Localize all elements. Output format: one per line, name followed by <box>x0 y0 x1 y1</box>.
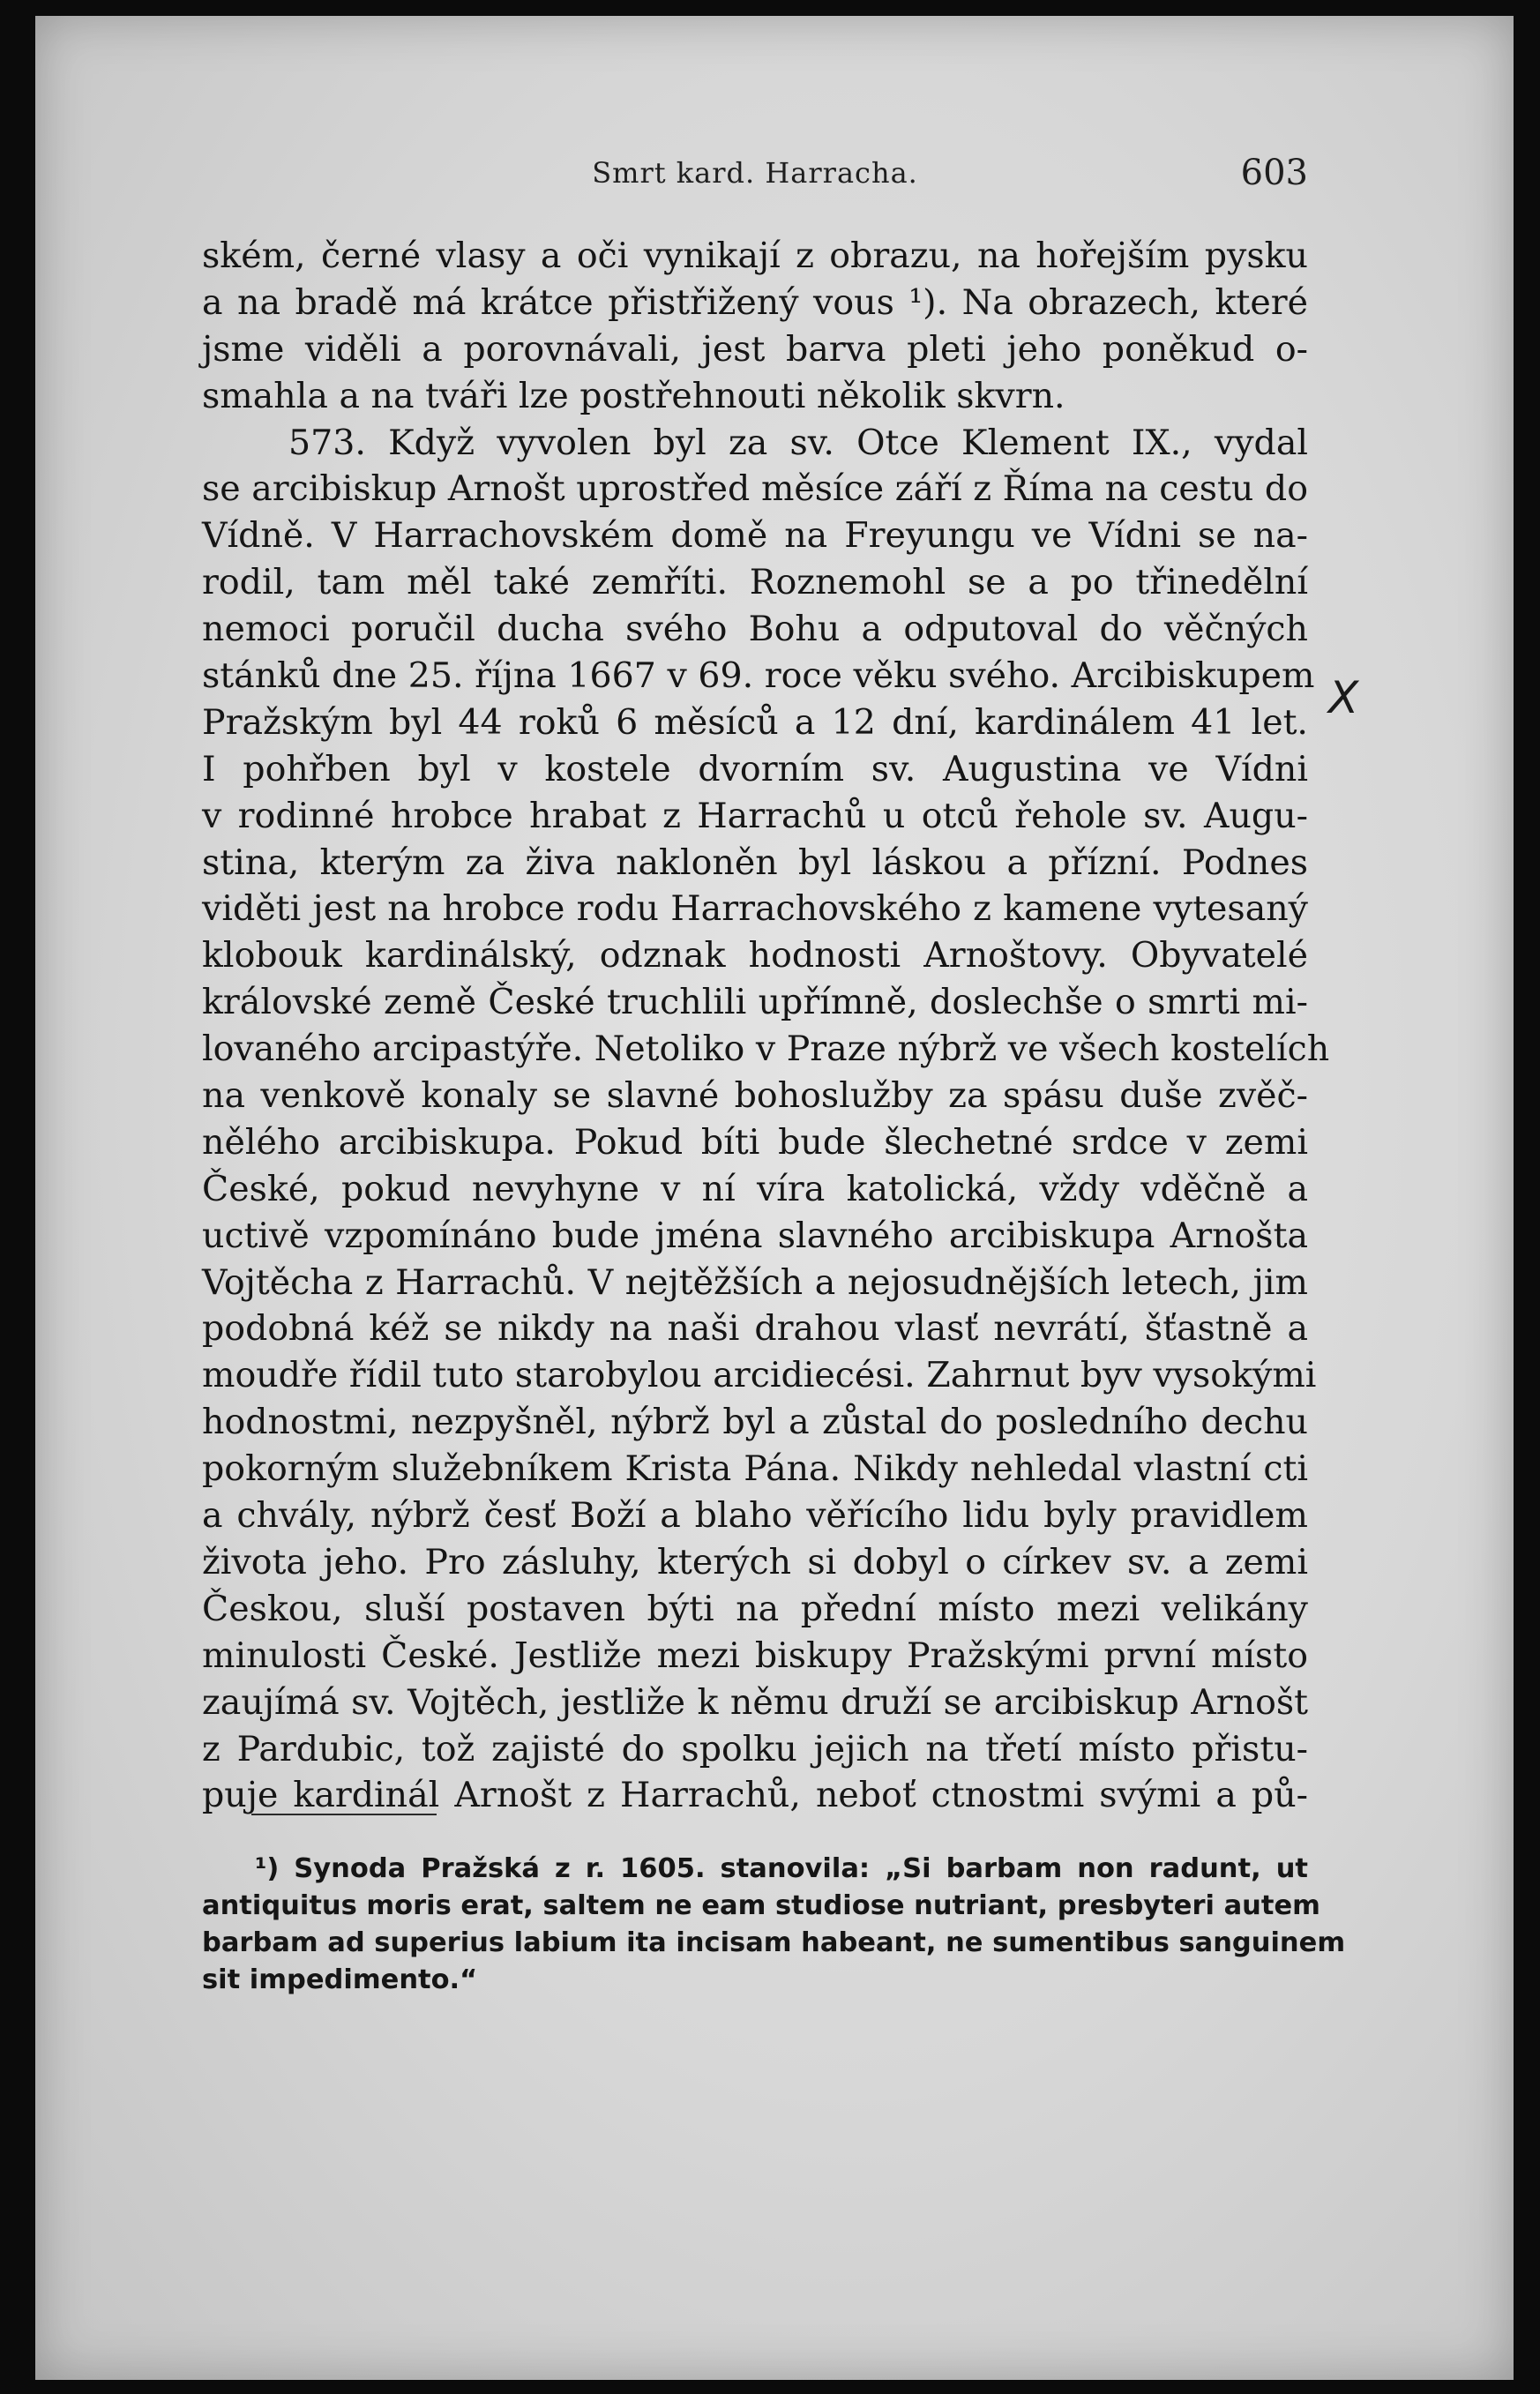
text-line: minulosti České. Jestliže mezi biskupy Pražskými první místo <box>202 1635 1308 1676</box>
text-line: moudře řídil tuto starobylou arcidiecési. Zahrnut byv vysokými <box>202 1355 1317 1396</box>
text-line: nělého arcibiskupa. Pokud bíti bude šlechetné srdce v zemi <box>202 1121 1308 1163</box>
text-line: klobouk kardinálský, odznak hodnosti Arnoštovy. Obyvatelé <box>202 935 1308 976</box>
footnote-line: sit impedimento.“ <box>202 1964 478 1995</box>
text-line: I pohřben byl v kostele dvorním sv. Augustina ve Vídni <box>202 748 1308 789</box>
text-line: Vídně. V Harrachovském domě na Freyungu ve Vídni se na- <box>202 515 1308 557</box>
text-line: smahla a na tváři lze postřehnouti několik skvrn. <box>202 375 1065 416</box>
running-head <box>202 146 1308 198</box>
text-line: stánků dne 25. října 1667 v 69. roce věku svého. Arcibiskupem <box>202 655 1315 697</box>
footnote <box>202 1851 1346 1999</box>
footnote-rule <box>251 1814 437 1815</box>
text-line: uctivě vzpomínáno bude jména slavného arcibiskupa Arnošta <box>202 1215 1308 1256</box>
text-line: Pražským byl 44 roků 6 měsíců a 12 dní, kardinálem 41 let. <box>202 701 1308 743</box>
text-line: nemoci poručil ducha svého Bohu a odputoval do věčných <box>202 609 1308 650</box>
text-line: v rodinné hrobce hrabat z Harrachů u otců řehole sv. Augu- <box>202 795 1308 836</box>
text-line: viděti jest na hrobce rodu Harrachovského z kamene vytesaný <box>202 888 1308 930</box>
text-line: a chvály, nýbrž česť Boží a blaho věřícího lidu byly pravidlem <box>202 1495 1308 1537</box>
text-line: života jeho. Pro zásluhy, kterých si dobyl o církev sv. a zemi <box>202 1541 1308 1582</box>
text-line: ském, černé vlasy a oči vynikají z obrazu, na hořejším pysku <box>202 236 1308 276</box>
text-line: zaujímá sv. Vojtěch, jestliže k němu druží se arcibiskup Arnošt <box>202 1681 1308 1723</box>
body-text <box>202 233 1330 1819</box>
text-line: a na bradě má krátce přistřižený vous ¹). Na obrazech, které <box>202 281 1308 323</box>
text-line: České, pokud nevyhyne v ní víra katolická, vždy vděčně a <box>202 1168 1308 1209</box>
text-line: Vojtěcha z Harrachů. V nejtěžších a nejosudnějších letech, jim <box>202 1261 1308 1303</box>
running-title: Smrt kard. Harracha. <box>592 156 918 190</box>
footnote-line: antiquitus moris erat, saltem ne eam studiose nutriant, presbyteri autem <box>202 1890 1320 1921</box>
text-line: lovaného arcipastýře. Netoliko v Praze nýbrž ve všech kostelích <box>202 1029 1330 1070</box>
text-line: puje kardinál Arnošt z Harrachů, neboť ctnostmi svými a pů- <box>202 1775 1308 1816</box>
page-number: 603 <box>1240 153 1308 193</box>
footnote-line: barbam ad superius labium ita incisam habeant, ne sumentibus sanguinem <box>202 1927 1346 1958</box>
text-line: 573. Když vyvolen byl za sv. Otce Klement IX., vydal <box>288 422 1308 463</box>
text-line: jsme viděli a porovnávali, jest barva pleti jeho poněkud o- <box>202 328 1308 370</box>
text-line: hodnostmi, nezpyšněl, nýbrž byl a zůstal do posledního dechu <box>202 1402 1308 1443</box>
margin-annotation: X <box>1328 672 1359 723</box>
footnote-line: ¹) Synoda Pražská z r. 1605. stanovila: „Si barbam non radunt, ut <box>255 1853 1308 1884</box>
text-line: královské země České truchlili upřímně, doslechše o smrti mi- <box>202 982 1308 1023</box>
text-line: pokorným služebníkem Krista Pána. Nikdy nehledal vlastní cti <box>202 1448 1308 1490</box>
text-line: se arcibiskup Arnošt uprostřed měsíce září z Říma na cestu do <box>202 468 1308 510</box>
text-line: rodil, tam měl také zemříti. Roznemohl se a po třinedělní <box>202 562 1308 603</box>
text-line: stina, kterým za živa nakloněn byl láskou a přízní. Podnes <box>202 842 1308 883</box>
text-line: na venkově konaly se slavné bohoslužby za spásu duše zvěč- <box>202 1075 1308 1117</box>
text-line: Českou, sluší postaven býti na přední místo mezi velikány <box>202 1588 1308 1629</box>
text-line: podobná kéž se nikdy na naši drahou vlasť nevrátí, šťastně a <box>202 1308 1308 1350</box>
text-line: z Pardubic, tož zajisté do spolku jejich na třetí místo přistu- <box>202 1728 1308 1769</box>
